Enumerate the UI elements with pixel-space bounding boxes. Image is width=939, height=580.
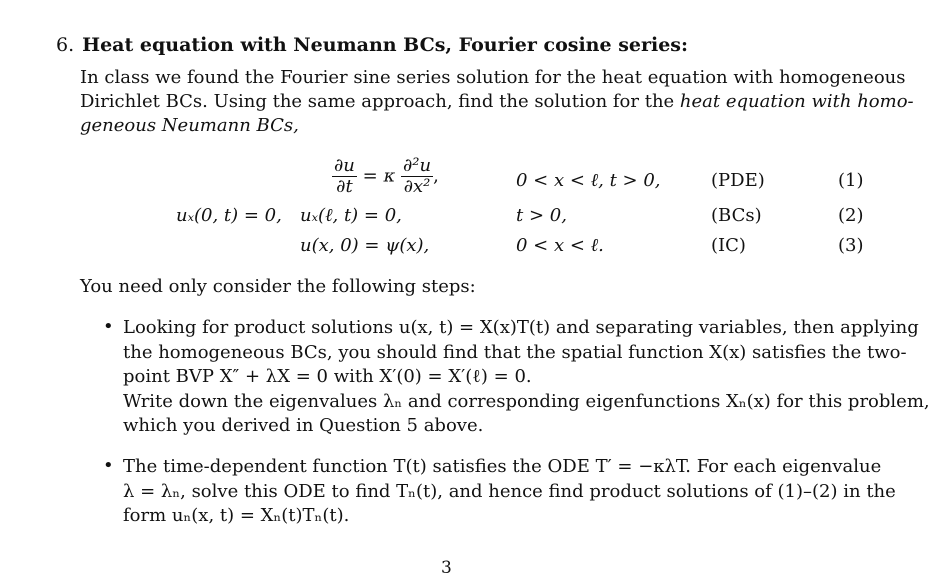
bullet-2-line-1: The time-dependent function T(t) satisfies the ODE T′ = −κλT. For each eigenvalue xyxy=(123,456,882,477)
bullet-2-line-2: λ = λₙ, solve this ODE to find Tₙ(t), and hence find product solutions of (1)–(2) in the xyxy=(123,480,896,502)
pde-comma: , xyxy=(433,165,439,187)
intro-line-2-emphasis: heat equation with homo- xyxy=(679,91,914,112)
eq3-number: (3) xyxy=(838,235,864,256)
eq2-right-bc: uₓ(ℓ, t) = 0, xyxy=(300,205,402,226)
pde-lhs-denominator: ∂t xyxy=(332,176,357,197)
eq2-left-bc: uₓ(0, t) = 0, xyxy=(176,205,282,226)
eq2-domain: t > 0, xyxy=(516,205,567,226)
eq3-ic: u(x, 0) = ψ(x), xyxy=(300,235,430,256)
steps-intro: You need only consider the following steps: xyxy=(80,276,476,297)
pde-equation xyxy=(332,156,439,197)
eq2-number: (2) xyxy=(838,205,864,226)
bullet-1-line-5: which you derived in Question 5 above. xyxy=(123,415,484,436)
intro-line-3: geneous Neumann BCs, xyxy=(80,115,299,136)
eq3-domain: 0 < x < ℓ. xyxy=(516,235,604,256)
bullet-dot-icon: • xyxy=(103,316,114,337)
eq3-tag: (IC) xyxy=(711,235,746,256)
bullet-1-line-1: Looking for product solutions u(x, t) = X(x)T(t) and separating variables, then applying xyxy=(123,317,919,338)
intro-line-1: In class we found the Fourier sine series solution for the heat equation with homogeneous xyxy=(80,67,906,88)
bullet-2-line-3: form uₙ(x, t) = Xₙ(t)Tₙ(t). xyxy=(123,505,350,526)
bullet-1-line-3: point BVP X″ + λX = 0 with X′(0) = X′(ℓ) = 0. xyxy=(123,366,532,387)
pde-rhs-denominator: ∂x² xyxy=(401,176,433,197)
eq1-tag: (PDE) xyxy=(711,170,765,191)
pde-equals-kappa: = κ xyxy=(362,165,396,187)
intro-line-2 xyxy=(80,90,914,114)
step-bullet-2 xyxy=(103,455,896,529)
problem-heading xyxy=(56,34,688,56)
page-number: 3 xyxy=(441,558,452,578)
pde-lhs-numerator: ∂u xyxy=(334,155,355,176)
eq1-number: (1) xyxy=(838,170,864,191)
problem-title: Heat equation with Neumann BCs, Fourier cosine series: xyxy=(82,34,689,56)
intro-line-2-text: Dirichlet BCs. Using the same approach, find the solution for the xyxy=(80,91,680,112)
pde-rhs-numerator: ∂²u xyxy=(402,155,432,176)
problem-number: 6. xyxy=(56,34,75,56)
intro-paragraph xyxy=(80,66,914,138)
pde-rhs-fraction xyxy=(401,156,433,197)
bullet-1-line-2: the homogeneous BCs, you should find that the spatial function X(x) satisfies the two- xyxy=(123,341,907,363)
step-bullet-1 xyxy=(103,316,930,439)
eq2-tag: (BCs) xyxy=(711,205,762,226)
bullet-1-line-4: Write down the eigenvalues λₙ and corresponding eigenfunctions Xₙ(x) for this problem, xyxy=(123,390,930,412)
eq1-domain: 0 < x < ℓ, t > 0, xyxy=(516,170,661,191)
bullet-dot-icon: • xyxy=(103,455,114,476)
pde-lhs-fraction xyxy=(332,156,357,197)
